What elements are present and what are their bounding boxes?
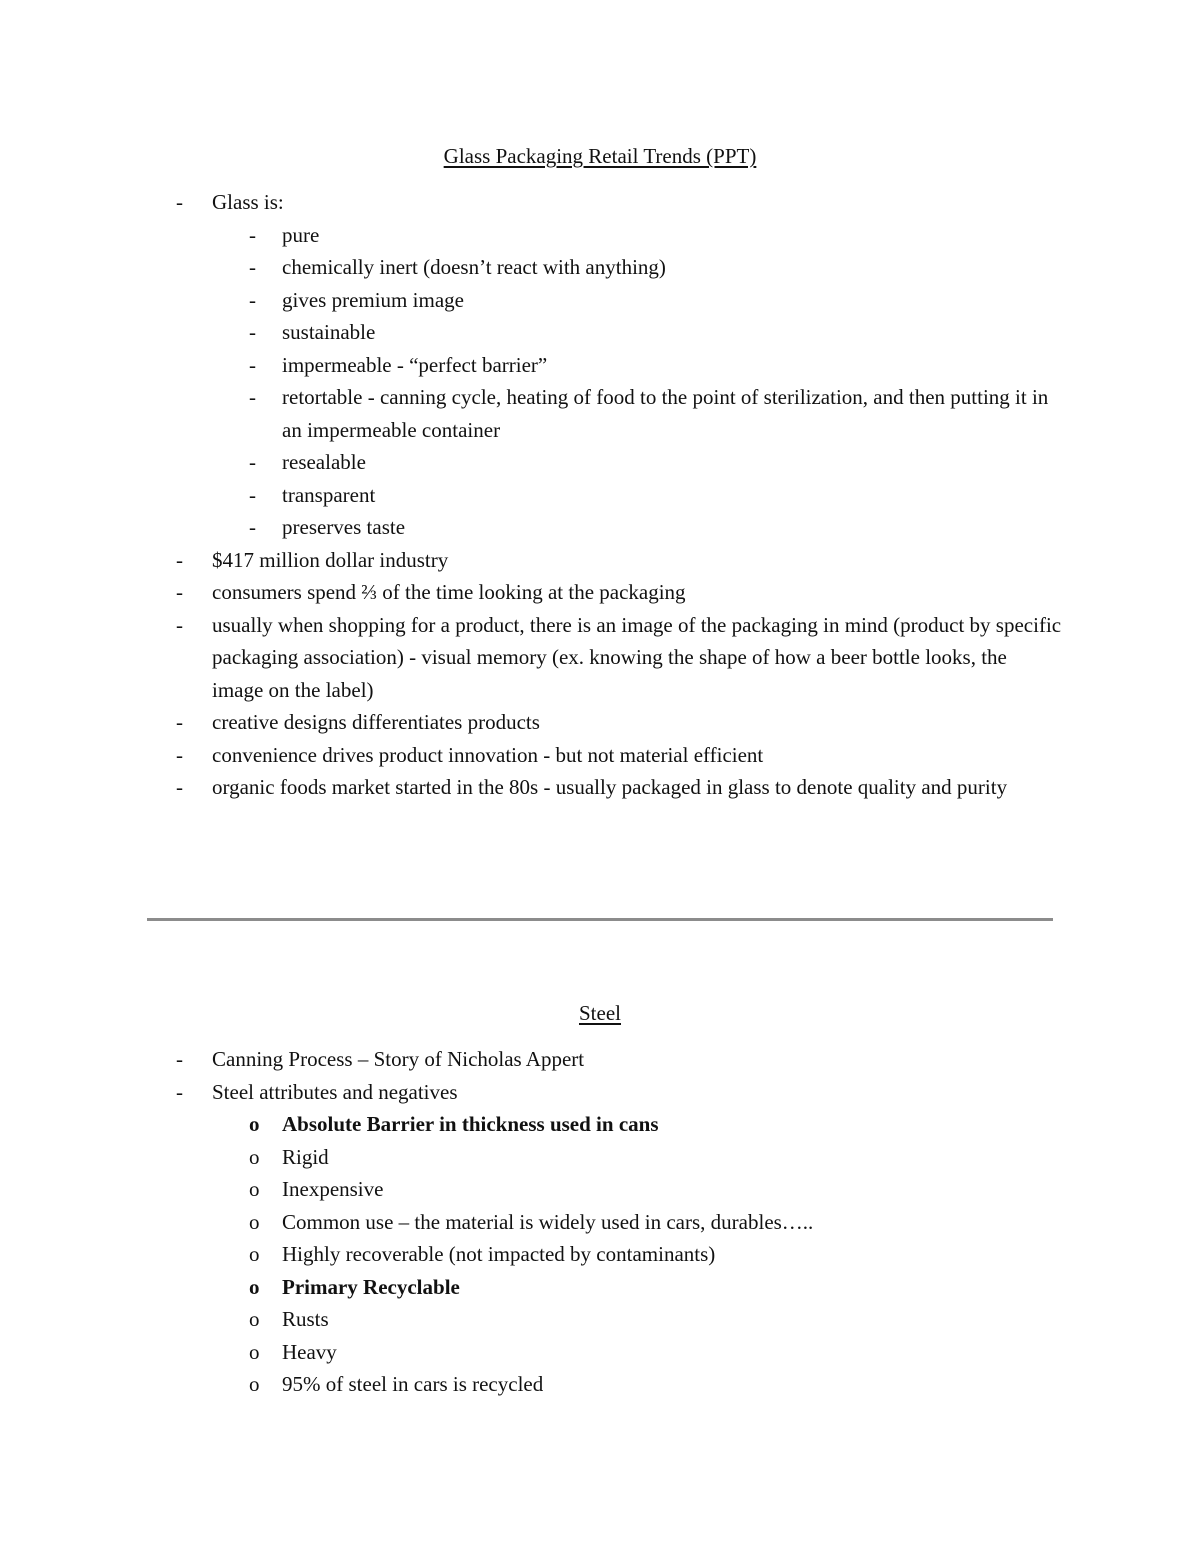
list-item: [0, 1368, 1062, 1401]
bullet-marker: o: [249, 1372, 260, 1396]
dash-marker: -: [249, 320, 256, 344]
dash-marker: -: [176, 612, 183, 637]
list-item: [0, 1043, 1062, 1076]
property-text: resealable: [282, 450, 366, 474]
dash-marker: -: [176, 742, 183, 767]
attribute-text: Inexpensive: [282, 1177, 384, 1201]
point-text: consumers spend ⅔ of the time looking at the packaging: [212, 580, 686, 604]
list-item: [0, 609, 1062, 707]
steel-section: [0, 997, 1200, 1401]
list-item: [0, 316, 1062, 349]
list-item: [0, 1271, 1062, 1304]
list-item: [0, 284, 1062, 317]
attribute-text: Absolute Barrier in thickness used in cans: [282, 1112, 659, 1136]
dash-marker: -: [249, 255, 256, 279]
list-item: [0, 511, 1062, 544]
dash-marker: -: [249, 352, 256, 377]
point-text: usually when shopping for a product, there is an image of the packaging in mind (product by specific packaging association) - visual memory (ex. knowing the shape of how a beer bottle looks, the image on the label): [212, 612, 1062, 702]
attribute-text: Highly recoverable (not impacted by contaminants): [282, 1242, 716, 1266]
list-item: [0, 1206, 1062, 1239]
list-item: [0, 544, 1062, 577]
list-item: [0, 479, 1062, 512]
bullet-marker: o: [249, 1177, 260, 1201]
dash-marker: -: [249, 385, 256, 409]
list-item: [0, 771, 1062, 804]
property-text: preserves taste: [282, 515, 406, 539]
property-text: chemically inert (doesn’t react with anything): [282, 255, 666, 279]
bullet-marker: o: [249, 1144, 260, 1169]
property-text: transparent: [282, 482, 376, 507]
bullet-marker: o: [249, 1339, 260, 1364]
steel-list: [0, 1043, 1200, 1401]
property-text: pure: [282, 222, 320, 247]
section-divider: [147, 918, 1053, 921]
attribute-text: 95% of steel in cars is recycled: [282, 1372, 544, 1396]
dash-marker: -: [176, 775, 183, 799]
list-item: [0, 1336, 1062, 1369]
point-text: convenience drives product innovation - but not material efficient: [212, 742, 764, 767]
list-item: [0, 1076, 1062, 1109]
list-item: [0, 1303, 1062, 1336]
point-text: organic foods market started in the 80s - usually packaged in glass to denote quality and purity: [212, 775, 1008, 799]
steel-title: Steel: [579, 1001, 621, 1025]
list-item: [0, 446, 1062, 479]
attribute-text: Rusts: [282, 1307, 329, 1331]
attribute-text: Common use – the material is widely used in cars, durables…..: [282, 1209, 814, 1234]
list-item: [0, 219, 1062, 252]
dash-marker: -: [249, 287, 256, 312]
list-item: [0, 1238, 1062, 1271]
bullet-marker: o: [249, 1307, 260, 1331]
glass-title: Glass Packaging Retail Trends (PPT): [443, 144, 757, 168]
glass-section: [0, 140, 1200, 804]
dash-marker: -: [176, 1047, 183, 1071]
dash-marker: -: [176, 710, 183, 734]
list-item: [0, 706, 1062, 739]
dash-marker: -: [176, 1079, 183, 1104]
point-text: $417 million dollar industry: [212, 547, 449, 572]
property-text: retortable - canning cycle, heating of food to the point of sterilization, and then putting it in an impermeable container: [282, 385, 1049, 442]
glass-list: [0, 186, 1200, 804]
list-item: [0, 381, 1062, 446]
bullet-marker: o: [249, 1209, 260, 1234]
glass-is-label: Glass is:: [212, 190, 284, 214]
attributes-heading: Steel attributes and negatives: [212, 1079, 458, 1104]
attribute-text: Heavy: [282, 1339, 337, 1364]
list-item: [0, 576, 1062, 609]
canning-text: Canning Process – Story of Nicholas Appert: [212, 1047, 585, 1071]
list-item: [0, 251, 1062, 284]
list-item: [0, 186, 1062, 219]
dash-marker: -: [176, 580, 183, 604]
list-item: [0, 1173, 1062, 1206]
list-item: [0, 1141, 1062, 1174]
list-item: [0, 349, 1062, 382]
dash-marker: -: [176, 190, 183, 214]
property-text: impermeable - “perfect barrier”: [282, 352, 548, 377]
property-text: gives premium image: [282, 287, 464, 312]
dash-marker: -: [249, 222, 256, 247]
bullet-marker: o: [249, 1242, 260, 1266]
dash-marker: -: [176, 547, 183, 572]
dash-marker: -: [249, 482, 256, 507]
dash-marker: -: [249, 450, 256, 474]
attribute-text: Rigid: [282, 1144, 329, 1169]
property-text: sustainable: [282, 320, 376, 344]
list-item: [0, 1108, 1062, 1141]
point-text: creative designs differentiates products: [212, 710, 540, 734]
bullet-marker: o: [249, 1274, 260, 1299]
attribute-text: Primary Recyclable: [282, 1274, 460, 1299]
list-item: [0, 739, 1062, 772]
dash-marker: -: [249, 515, 256, 539]
bullet-marker: o: [249, 1112, 260, 1136]
